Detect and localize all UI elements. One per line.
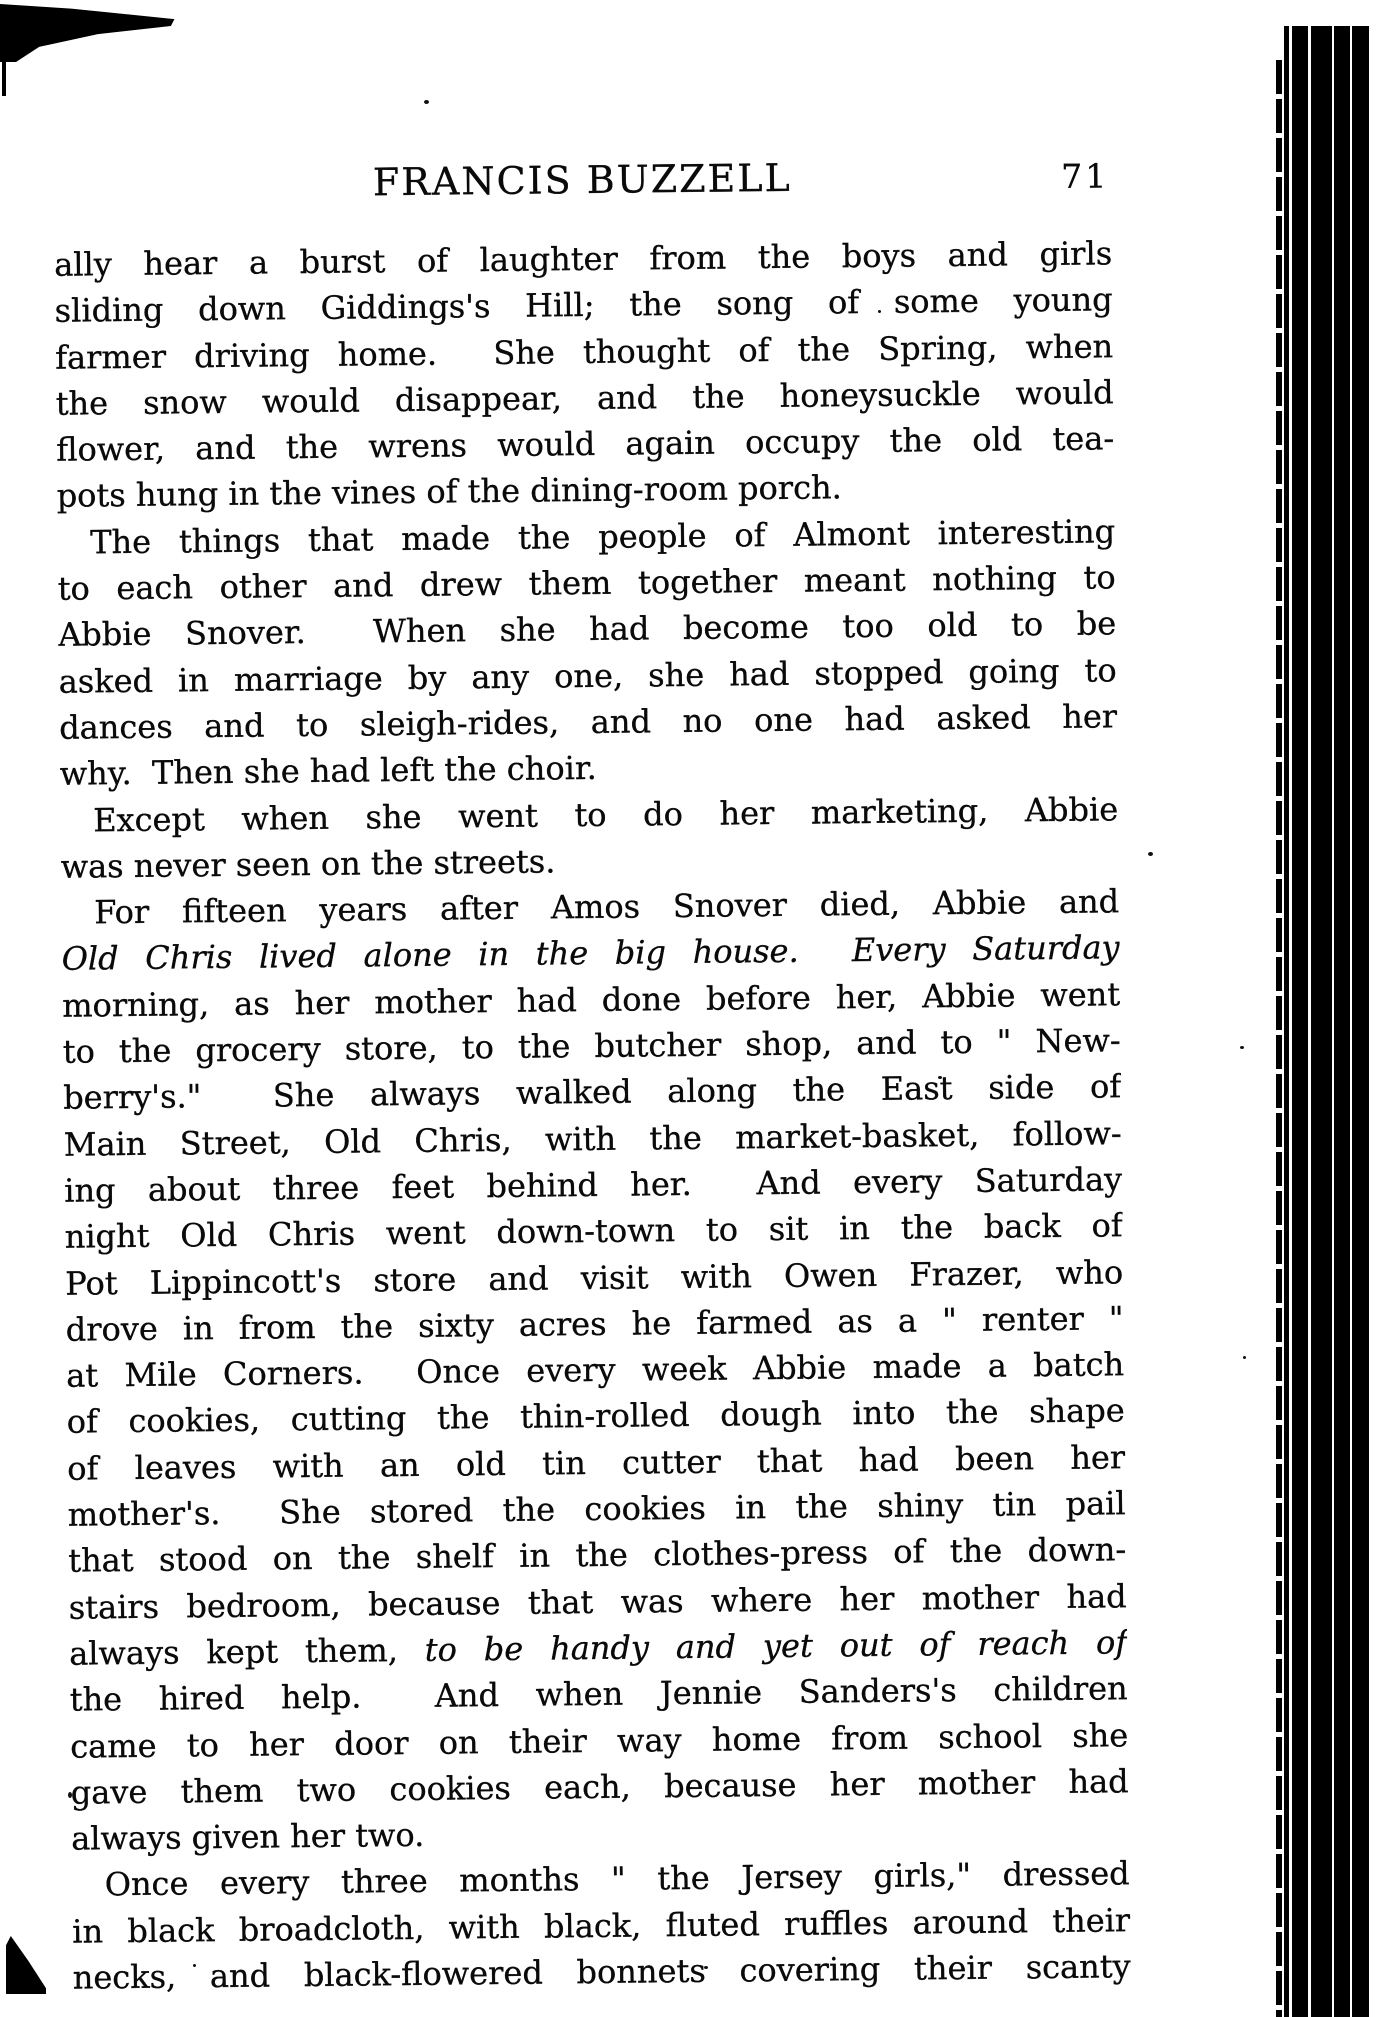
corner-mark-bottom-left	[6, 1936, 46, 1994]
text-segment: morning, as her mother had done before her, Abbie went	[62, 975, 1121, 1025]
text-segment: Pot Lippincott's store and visit with Owen Frazer, who	[65, 1252, 1124, 1303]
text-segment: stairs bedroom, because that was where her mother had	[68, 1576, 1127, 1627]
text-segment: sliding down Giddings's Hill; the song of some young	[54, 280, 1113, 331]
text-segment: Once every three months " the Jersey girls," dressed	[104, 1854, 1130, 1904]
text-segment: dances and to sleigh-rides, and no one had asked her	[58, 697, 1118, 747]
text-segment: came to her door on their way home from school she	[70, 1715, 1129, 1766]
text-segment: at Mile Corners. Once every week Abbie made a batch	[66, 1345, 1125, 1395]
page-number: 71	[1061, 156, 1110, 196]
text-segment: that stood on the shelf in the clothes-press of the down-	[68, 1530, 1127, 1581]
gutter-white-streak	[1350, 26, 1352, 2017]
text-segment: farmer driving home. She thought of the Spring, when	[54, 326, 1114, 377]
text-segment: berry's." She always walked along the East side of	[63, 1067, 1122, 1118]
text-segment: to each other and drew them together meant nothing to	[57, 558, 1116, 608]
text-segment: drove in from the sixty acres he farmed as a " renter "	[65, 1299, 1124, 1349]
scan-gutter-band	[1284, 26, 1369, 2017]
text-segment: Abbie Snover. When she had become too old to be	[57, 604, 1117, 655]
text-segment: flower, and the wrens would again occupy the old tea-	[55, 419, 1115, 469]
text-segment: was never seen on the streets.	[60, 842, 556, 886]
text-segment: ally hear a burst of laughter from the boys and girls	[53, 234, 1113, 284]
text-segment: Except when she went to do her marketing, Abbie	[92, 789, 1119, 839]
text-segment: in black broadcloth, with black, fluted ruffles around their	[72, 1900, 1131, 1951]
corner-mark-top-left	[0, 4, 178, 62]
text-segment: always given her two.	[71, 1815, 425, 1858]
text-segment: always kept them,	[69, 1630, 425, 1673]
text-segment: night Old Chris went down-town to sit in the back of	[64, 1206, 1123, 1256]
running-header	[53, 150, 1111, 211]
text-segment: why. Then she had left the choir.	[59, 749, 597, 794]
ink-speck	[1240, 1046, 1244, 1049]
text-segment: asked in marriage by any one, she had stopped going to	[58, 650, 1117, 701]
text-column	[53, 150, 1131, 2001]
body-text	[54, 230, 1131, 2001]
text-segment: gave them two cookies each, because her mother had	[70, 1762, 1129, 1812]
gutter-white-streak	[1289, 26, 1292, 2017]
text-segment-italic: to be handy and yet out of reach of	[424, 1623, 1128, 1669]
text-segment: of leaves with an old tin cutter that had been her	[67, 1437, 1126, 1488]
scan-gutter-edge	[1276, 60, 1282, 2017]
ink-speck	[424, 100, 429, 104]
ink-speck	[1148, 852, 1153, 856]
gutter-white-streak	[1308, 26, 1311, 2017]
text-segment: pots hung in the vines of the dining-room porch.	[56, 468, 843, 516]
text-segment: For fifteen years after Amos Snover died, Abbie and	[94, 882, 1120, 932]
ink-speck	[1243, 1356, 1246, 1359]
text-segment: ing about three feet behind her. And every Saturday	[64, 1160, 1123, 1210]
text-segment: of cookies, cutting the thin-rolled dough into the shape	[66, 1391, 1125, 1442]
text-segment: The things that made the people of Almont interesting	[89, 512, 1116, 562]
text-segment: the snow would disappear, and the honeysuckle would	[55, 373, 1114, 423]
text-segment: Main Street, Old Chris, with the market-basket, follow-	[63, 1113, 1122, 1164]
corner-mark-top-left-tail	[2, 56, 6, 96]
page-title: FRANCIS BUZZELL	[372, 155, 792, 205]
text-segment-italic: Old Chris lived alone in the big house. Every Saturday	[61, 928, 1120, 979]
text-segment: necks, and black-flowered bonnets covering their scanty	[72, 1947, 1131, 1997]
text-segment: mother's. She stored the cookies in the shiny tin pail	[67, 1484, 1126, 1534]
text-segment: to the grocery store, to the butcher shop, and to " New-	[62, 1021, 1121, 1071]
gutter-white-streak	[1332, 26, 1334, 2017]
text-segment: the hired help. And when Jennie Sanders's children	[69, 1669, 1128, 1719]
